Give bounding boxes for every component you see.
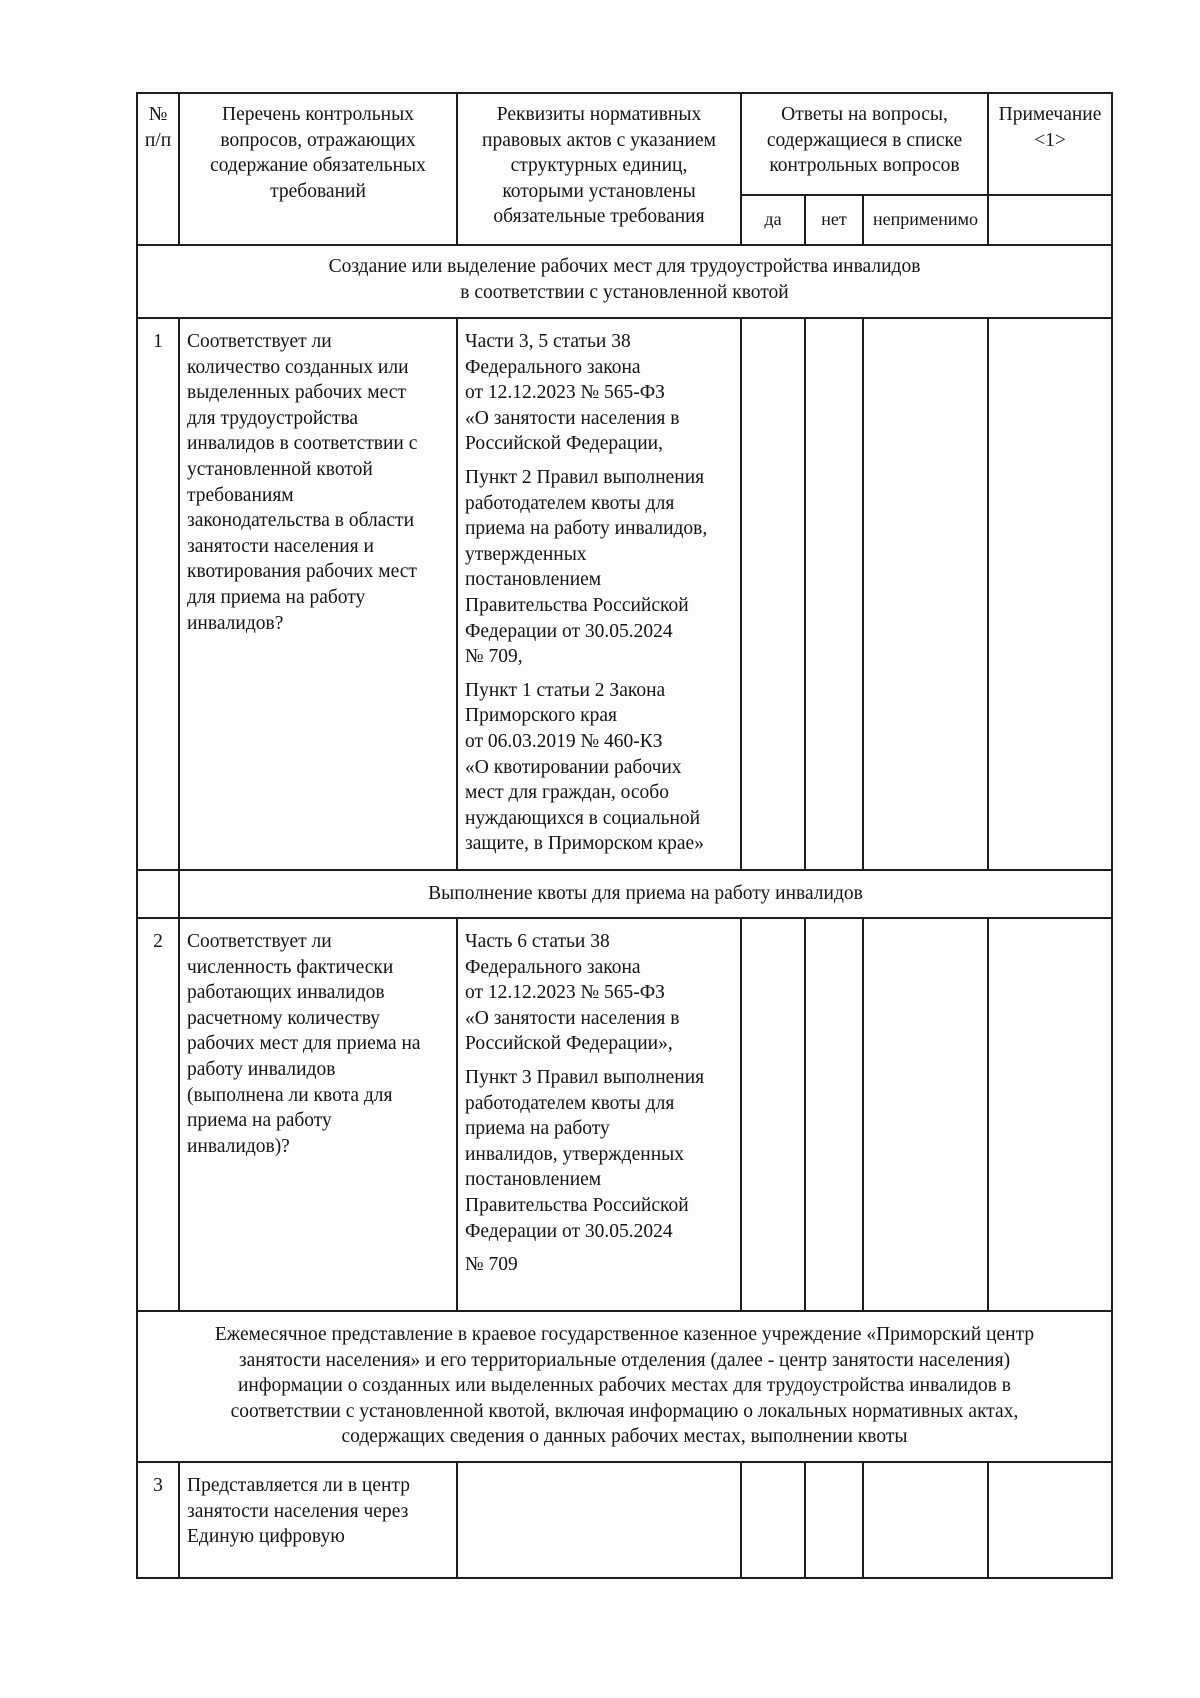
row-question: Соответствует ли количество созданных или выделенных рабочих мест для трудоустройства инвалидов в соответствии с установленной квотой требованиям законодательства в области занятости населения и квотирования рабочих мест для приема на работу инвалидов? xyxy=(179,318,457,870)
control-questions-table xyxy=(136,92,1113,1579)
header-answer-yes: да xyxy=(741,195,805,245)
answer-no-cell[interactable] xyxy=(805,918,863,1311)
row-question: Соответствует ли численность фактически работающих инвалидов расчетному количеству рабочих мест для приема на работу инвалидов (выполнена ли квота для приема на работу инвалидов)? xyxy=(179,918,457,1311)
header-answer-no: нет xyxy=(805,195,863,245)
reference-item: Пункт 3 Правил выполнения работодателем квоты для приема на работу инвалидов, утвержденных постановлением Правительства Российской Федерации от 30.05.2024 xyxy=(465,1066,705,1242)
header-answers: Ответы на вопросы, содержащиеся в списке контрольных вопросов xyxy=(741,93,988,195)
table-row xyxy=(137,1462,1112,1578)
header-note: Примечание <1> xyxy=(988,93,1112,195)
answer-no-cell[interactable] xyxy=(805,318,863,870)
row-number: 1 xyxy=(137,318,179,870)
answer-yes-cell[interactable] xyxy=(741,318,805,870)
header-answer-not-applicable: неприменимо xyxy=(863,195,988,245)
note-cell[interactable] xyxy=(988,318,1112,870)
header-questions: Перечень контрольных вопросов, отражающих содержание обязательных требований xyxy=(179,93,457,245)
reference-item: Часть 6 статьи 38 Федерального закона от 12.12.2023 № 565-ФЗ «О занятости населения в Российской Федерации», xyxy=(465,931,680,1055)
answer-not-applicable-cell[interactable] xyxy=(863,918,988,1311)
row-question: Представляется ли в центр занятости населения через Единую цифровую xyxy=(179,1462,457,1578)
answer-no-cell[interactable] xyxy=(805,1462,863,1578)
answer-yes-cell[interactable] xyxy=(741,918,805,1311)
row-references xyxy=(457,318,741,870)
table-row xyxy=(137,918,1112,1311)
reference-item: № 709 xyxy=(465,1254,518,1276)
header-number: № п/п xyxy=(137,93,179,245)
reference-item: Пункт 1 статьи 2 Закона Приморского края от 06.03.2019 № 460-КЗ «О квотировании рабочих мест для граждан, особо нуждающихся в социальной защите, в Приморском крае» xyxy=(465,679,704,855)
reference-item: Части 3, 5 статьи 38 Федерального закона от 12.12.2023 № 565-ФЗ «О занятости населения в Российской Федерации, xyxy=(465,331,680,455)
note-cell[interactable] xyxy=(988,1462,1112,1578)
section-title: Ежемесячное представление в краевое государственное казенное учреждение «Приморский центр занятости населения» и его территориальные отделения (далее - центр занятости населения) информации о созданных или выделенных рабочих местах для трудоустройства инвалидов в соответствии с установленной квотой, включая информацию о локальных нормативных актах, содержащих сведения о данных рабочих местах, выполнении квоты xyxy=(137,1311,1112,1462)
reference-item: Пункт 2 Правил выполнения работодателем квоты для приема на работу инвалидов, утвержденных постановлением Правительства Российской Федерации от 30.05.2024 № 709, xyxy=(465,466,708,668)
section-title: Выполнение квоты для приема на работу инвалидов xyxy=(179,870,1112,918)
row-references xyxy=(457,1462,741,1578)
section-number-empty xyxy=(137,870,179,918)
answer-not-applicable-cell[interactable] xyxy=(863,318,988,870)
row-references xyxy=(457,918,741,1311)
table-row xyxy=(137,318,1112,870)
answer-yes-cell[interactable] xyxy=(741,1462,805,1578)
row-number: 3 xyxy=(137,1462,179,1578)
header-note-empty xyxy=(988,195,1112,245)
answer-not-applicable-cell[interactable] xyxy=(863,1462,988,1578)
section-title: Создание или выделение рабочих мест для трудоустройства инвалидов в соответствии с установленной квотой xyxy=(137,245,1112,318)
row-number: 2 xyxy=(137,918,179,1311)
header-references: Реквизиты нормативных правовых актов с указанием структурных единиц, которыми установлены обязательные требования xyxy=(457,93,741,245)
note-cell[interactable] xyxy=(988,918,1112,1311)
